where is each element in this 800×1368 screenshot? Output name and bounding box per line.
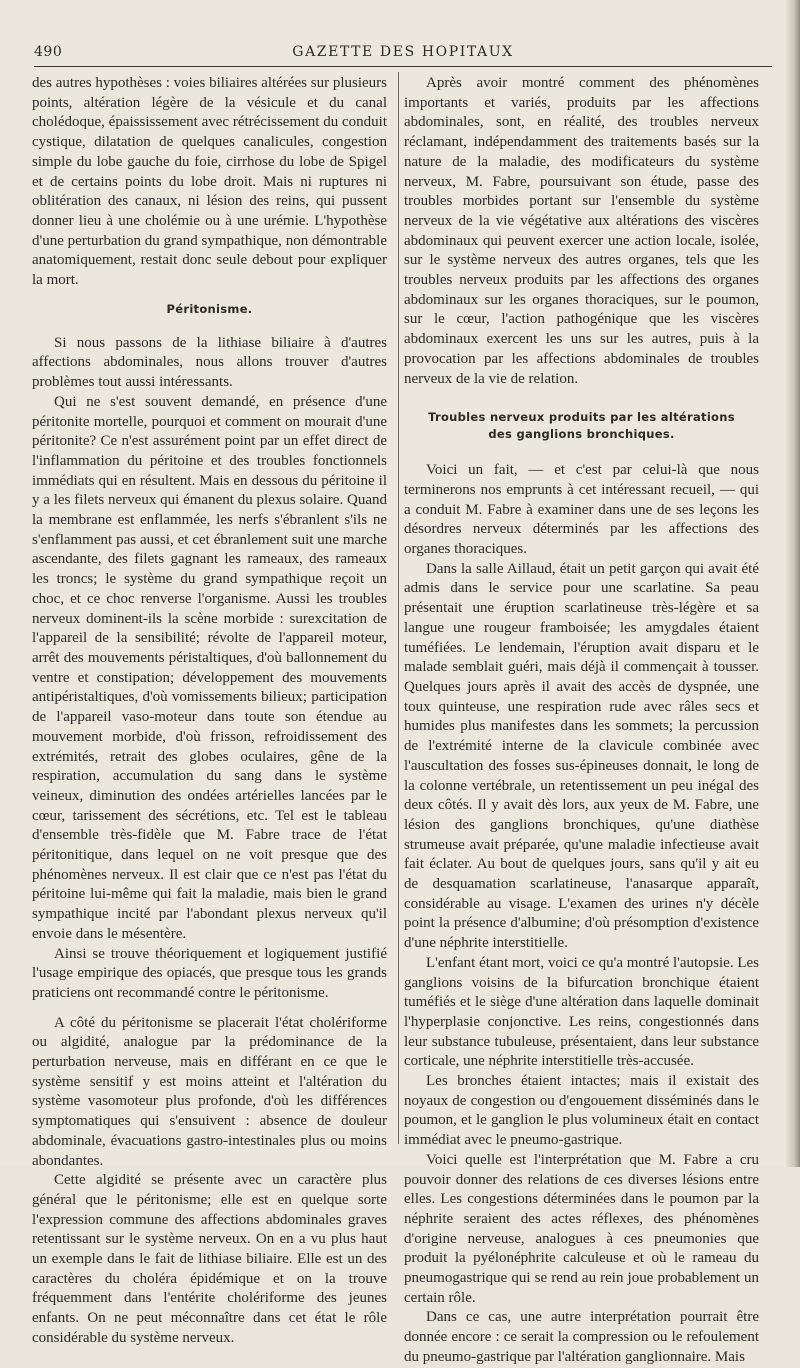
paragraph: Les bronches étaient intactes; mais il existait des noyaux de congestion ou d'engouement disséminés dans le poumon, et le ganglion le plus volumineux était en contact immédiat avec le pneumo-gastrique. — [404, 1073, 759, 1149]
page-number: 490 — [34, 44, 63, 60]
section-title-peritonisme: Péritonisme. — [166, 301, 253, 316]
paragraph: Après avoir montré comment des phénomènes importants et variés, produits par les affections abdominales, sont, en réalité, des troubles nerveux réclamant, indépendamment des traitements basés sur la nature de la maladie, des modificateurs du système nerveux, M. Fabre, poursuivant son étude, passe des troubles morbides portant sur l'ensemble du système nerveux de la vie végétative aux altérations des viscères abdominaux qui peuvent exercer une action locale, isolée, sur le système nerveux des autres organes, tels que les troubles nerveux produits par les affections des organes abdominaux sur les organes thoraciques, sur le poumon, sur le cœur, l'action pathogénique que les viscères abdominaux exercent les uns sur les autres, puis à la provocation par les affections abdominales de troubles nerveux de la vie de relation. — [404, 75, 759, 387]
running-title: GAZETTE DES HOPITAUX — [292, 44, 514, 60]
paragraph: Qui ne s'est souvent demandé, en présence d'une péritonite mortelle, pourquoi et comment on mourait d'une péritonite? Ce n'est assurément point par un effet direct de l'inflammation du péritoine et des troubles fonctionnels immédiats qui en résultent. Mais en dessous du péritoine il y a les filets nerveux qui émanent du plexus solaire. Quand la membrane est enflammée, les nerfs s'ébranlent s'ils ne s'enflamment pas aussi, et cet ébranlement suit une marche ascendante, des filets gagnant les rameaux, des rameaux les troncs; le système du grand sympathique reçoit un choc, et ce choc renverse l'organisme. Aussi les troubles nerveux dominent-ils la scène morbide : surexcitation de l'appareil de la sensibilité; révolte de l'appareil moteur, arrêt des mouvements péristaltiques, d'où ballonnement du ventre et constipation; développement des mouvements antipéristaltiques, d'où vomissements bilieux; participation de l'appareil vaso-moteur dans toute son étendue au mouvement morbide, d'où frisson, refroidissement des extrémités, retrait des globes oculaires, gêne de la respiration, accumulation du sang dans le système veineux, diminution des ondées artérielles lancées par le cœur, tarissement des sécrétions, etc. Tel est le tableau d'ensemble très-fidèle que M. Fabre trace de l'état péritonitique, dans lequel on ne voit presque que des phénomènes nerveux. Il est clair que ce n'est pas l'état du péritoine lui-même qui fait la maladie, mais bien le grand sympathique incité par l'abondant plexus nerveux qu'il envoie dans le mésentère. — [32, 393, 387, 942]
left-column — [32, 74, 387, 1349]
paragraph: A côté du péritonisme se placerait l'état cholériforme ou algidité, analogue par la prédominance de la perturbation nerveuse, mais en différant en ce que le système sensitif y est moins atteint et l'altération du système vasomoteur plus profonde, d'où les différences symptomatiques qui s'ensuivent : absence de douleur abdominale, évacuations gastro-intestinales plus ou moins abondantes. — [32, 1014, 387, 1169]
paragraph: Si nous passons de la lithiase biliaire à d'autres affections abdominales, nous allons trouver d'autres problèmes tout aussi intéressants. — [32, 334, 387, 391]
column-divider — [398, 72, 399, 1144]
section-title-ganglions: Troubles nerveux produits par les altérations des ganglions bronchiques. — [428, 410, 735, 442]
paragraph: Ainsi se trouve théoriquement et logiquement justifié l'usage empirique des opiacés, que presque tous les grands praticiens ont recommandé contre le péritonisme. — [32, 945, 387, 1001]
paragraph: des autres hypothèses : voies biliaires altérées sur plusieurs points, altération légère de la vésicule et du canal cholédoque, épaississement avec rétrécissement du conduit cystique, dilatation de quelques canalicules, congestion simple du lobe gauche du foie, cirrhose du lobe de Spigel et de certains points du lobe droit. Mais ni ruptures ni oblitération des canaux, ni lésion des reins, qui pussent donner lieu à une cholémie ou à une urémie. L'hypothèse d'une perturbation du grand sympathique, non démontrable anatomiquement, restait donc seule debout pour expliquer la mort. — [32, 75, 387, 289]
paragraph: Voici quelle est l'interprétation que M. Fabre a cru pouvoir donner des relations de ces diverses lésions entre elles. Les congestions déterminées dans le poumon par la néphrite seraient des actes réflexes, des phénomènes d'origine nerveuse, analogues à ces pneumonies que produit la pyélonéphrite calculeuse et où le rameau du pneumogastrique qui se rend au rein joue probablement un certain rôle. — [404, 1151, 759, 1306]
right-column — [404, 74, 759, 1368]
paragraph: L'enfant étant mort, voici ce qu'a montré l'autopsie. Les ganglions voisins de la bifurcation bronchique étaient tuméfiés et le siège d'une altération dans laquelle dominait l'hyperplasie conjonctive. Les reins, congestionnés dans leur substance tubuleuse, présentaient, dans leur substance corticale, une néphrite interstitielle très-accusée. — [404, 954, 759, 1070]
header-rule — [34, 66, 772, 67]
paragraph: Voici un fait, — et c'est par celui-là que nous terminerons nos emprunts à cet intéressant recueil, — qui a conduit M. Fabre à examiner dans une de ses leçons les désordres nerveux déterminés par les affections des organes thoraciques. — [404, 462, 759, 558]
paragraph: Cette algidité se présente avec un caractère plus général que le péritonisme; elle est en quelque sorte l'expression commune des affections abdominales graves retentissant sur le système nerveux. On en a vu plus haut un exemple dans le fait de lithiase biliaire. Elle est un des caractères du choléra épidémique et on la trouve fréquemment dans l'entérite cholériforme des jeunes enfants. On ne peut méconnaître dans cet état le rôle considérable du système nerveux. — [32, 1172, 387, 1346]
paragraph: Dans la salle Aillaud, était un petit garçon qui avait été admis dans le service pour une scarlatine. Sa peau présentait une éruption scarlatineuse très-légère et sa langue une rougeur framboisée; les amygdales étaient tuméfiées. Le lendemain, l'éruption avait disparu et le malade semblait guéri, mais déjà il commençait à tousser. Quelques jours après il avait des accès de dyspnée, une toux quinteuse, une respiration rude avec râles secs et humides plus manifestes dans les sommets; la percussion de l'extrémité interne de la clavicule combinée avec l'auscultation des fosses sus-épineuses donnait, le long de la colonne vertébrale, un retentissement un peu inégal des deux côtés. Il y avait dès lors, aux yeux de M. Fabre, une lésion des ganglions bronchiques, qu'une diathèse strumeuse avait préparée, qu'une maladie infectieuse avait fait éclater. Au bout de quelques jours, sans qu'il y ait eu de desquamation scarlatineuse, l'anasarque apparaît, considérable au visage. L'examen des urines n'y décèle point la présence d'albumine; d'où présomption d'existence d'une néphrite interstitielle. — [404, 560, 759, 952]
page-header — [34, 40, 772, 64]
paragraph: Dans ce cas, une autre interprétation pourrait être donnée encore : ce serait la compression ou le refoulement du pneumo-gastrique par l'altération ganglionnaire. Mais — [404, 1309, 759, 1365]
